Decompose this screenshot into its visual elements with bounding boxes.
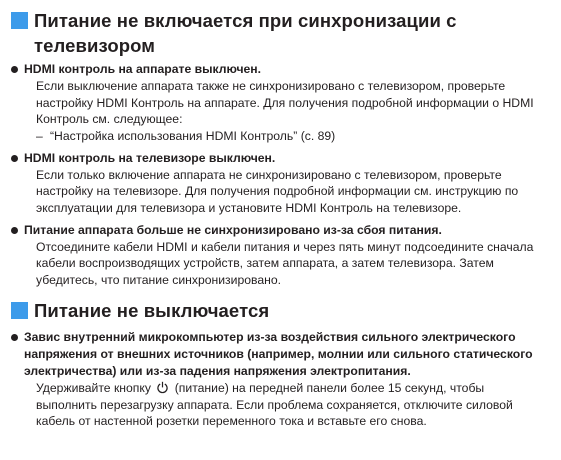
solution-text-start: Удерживайте кнопку [36, 381, 151, 395]
solution-text: Отсоедините кабели HDMI и кабели питания и через пять минут подсоедините сначала кабели воспроизводящих устройств, затем аппарата, а затем телевизора. Затем убедитесь, что питание синхронизировано. [36, 239, 534, 287]
cause-text: Питание аппарата больше не синхронизировано из-за сбоя питания. [24, 222, 442, 237]
solution-text [36, 380, 543, 430]
solution-text-end: (питание) на передней панели более 15 секунд, чтобы выполнить перезагрузку аппарата. Если проблема сохраняется, отключите силовой кабель от настенной розетки переменного тока и вставьте его снова. [36, 381, 513, 429]
list-item [0, 61, 561, 145]
cause-text: HDMI контроль на телевизоре выключен. [24, 150, 276, 165]
solution-text: Если выключение аппарата также не синхронизировано с телевизором, проверьте настройку HDMI Контроль на аппарате. Для получения подробной информации о HDMI Контроль см. следующее: [36, 79, 534, 127]
heading-square-icon [11, 302, 28, 319]
cause-list [0, 329, 561, 430]
section-heading [0, 298, 561, 323]
section-power-not-on-sync [0, 8, 561, 293]
cause-text: HDMI контроль на аппарате выключен. [24, 62, 262, 76]
section-title: Питание не включается при синхронизации с телевизором [34, 10, 457, 56]
reference-link[interactable]: “Настройка использования HDMI Контроль” (с. 89) [50, 128, 336, 143]
dash-mark: – [36, 128, 43, 143]
bullet-icon [11, 155, 18, 162]
list-item [0, 329, 561, 430]
cause-list [0, 61, 561, 288]
reference-line [36, 128, 543, 145]
heading-square-icon [11, 12, 28, 29]
section-title: Питание не выключается [34, 300, 270, 321]
section-power-not-off [0, 298, 561, 430]
list-item [0, 222, 561, 289]
solution-text: Если только включение аппарата не синхронизировано с телевизором, проверьте настройку на телевизоре. Для получения подробной информации см. инструкцию по эксплуатации для телевизора и установите HDMI Контроль на телевизоре. [36, 167, 519, 215]
bullet-icon [11, 334, 18, 341]
bullet-icon [11, 66, 18, 73]
section-heading [0, 8, 561, 58]
cause-text: Завис внутренний микрокомпьютер из-за воздействия сильного электрического напряжения от внешних источников (например, молнии или сильного статического электричества) или из-за падения напряжения электропитания. [24, 330, 533, 378]
bullet-icon [11, 227, 18, 234]
power-icon [156, 381, 169, 394]
list-item [0, 150, 561, 217]
